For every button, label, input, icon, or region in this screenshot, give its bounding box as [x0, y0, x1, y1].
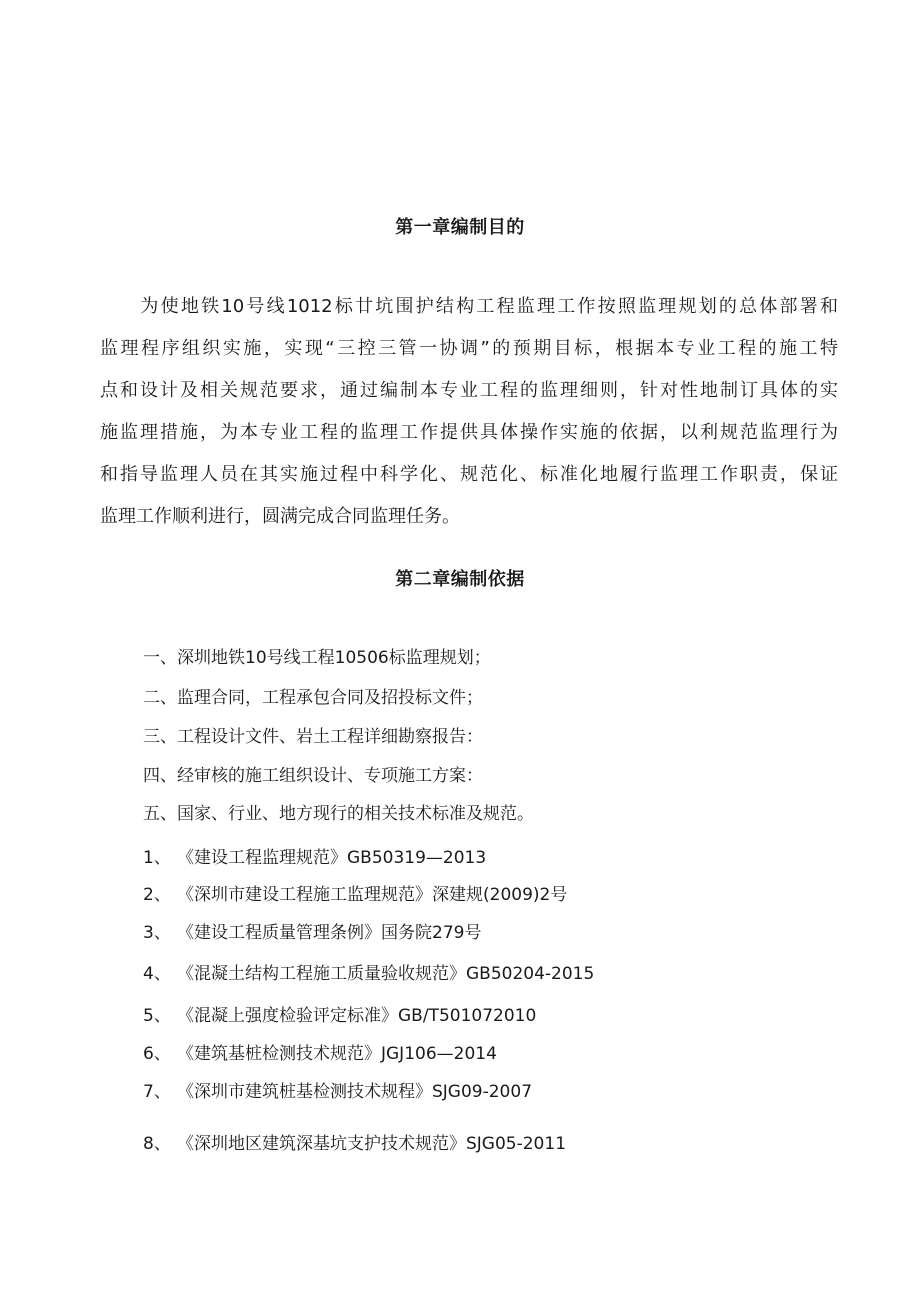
- reference-item: [143, 1039, 497, 1064]
- reference-text: 《深圳市建筑桩基检测技术规程》SJG09-2007: [177, 1082, 533, 1102]
- chapter2-title: 第二章编制依据: [395, 569, 525, 590]
- reference-number: 6、: [143, 1044, 171, 1064]
- reference-text: 《建筑基桩检测技术规范》JGJ106—2014: [177, 1044, 497, 1064]
- basis-item: 三、工程设计文件、岩土工程详细勘察报告：: [143, 727, 483, 747]
- reference-text: 《建设工程质量管理条例》国务院279号: [177, 923, 482, 943]
- paragraph-line: 监理工作顺利进行，圆满完成合同监理任务。: [100, 506, 460, 527]
- paragraph-line: 点和设计及相关规范要求，通过编制本专业工程的监理细则，针对性地制订具体的实: [100, 380, 838, 401]
- reference-number: 1、: [143, 848, 171, 868]
- reference-item: [143, 1077, 532, 1102]
- reference-item: [143, 1001, 536, 1026]
- basis-item: 四、经审核的施工组织设计、专项施工方案：: [143, 766, 483, 786]
- chapter1-title: 第一章编制目的: [395, 217, 525, 238]
- basis-item: 五、国家、行业、地方现行的相关技术标准及规范。: [143, 804, 534, 824]
- reference-item: [143, 843, 486, 868]
- paragraph-line: 施监理措施，为本专业工程的监理工作提供具体操作实施的依据，以利规范监理行为: [100, 422, 838, 443]
- basis-item: 二、监理合同，工程承包合同及招投标文件；: [143, 688, 483, 708]
- reference-number: 8、: [143, 1134, 171, 1154]
- reference-number: 2、: [143, 885, 171, 905]
- paragraph-line: 和指导监理人员在其实施过程中科学化、规范化、标准化地履行监理工作职责，保证: [100, 464, 838, 485]
- reference-text: 《混凝上强度检验评定标准》GB/T501072010: [177, 1006, 537, 1026]
- reference-text: 《深圳市建设工程施工监理规范》深建规(2009)2号: [177, 885, 568, 905]
- reference-item: [143, 918, 481, 943]
- reference-item: [143, 880, 567, 905]
- reference-number: 5、: [143, 1006, 171, 1026]
- reference-text: 《建设工程监理规范》GB50319—2013: [177, 848, 487, 868]
- reference-item: [143, 959, 594, 984]
- reference-item: [143, 1129, 566, 1154]
- chapter1-paragraph: [100, 286, 838, 538]
- reference-number: 3、: [143, 923, 171, 943]
- paragraph-line: 为使地铁10号线1012标廿坑围护结构工程监理工作按照监理规划的总体部署和: [100, 296, 838, 317]
- paragraph-line: 监理程序组织实施，实现“三控三管一协调”的预期目标，根据本专业工程的施工特: [100, 338, 838, 359]
- reference-text: 《混凝土结构工程施工质量验收规范》GB50204-2015: [177, 964, 595, 984]
- reference-number: 7、: [143, 1082, 171, 1102]
- reference-number: 4、: [143, 964, 171, 984]
- reference-text: 《深圳地区建筑深基坑支护技术规范》SJG05-2011: [177, 1134, 567, 1154]
- basis-item: 一、深圳地铁10号线工程10506标监理规划；: [143, 648, 491, 668]
